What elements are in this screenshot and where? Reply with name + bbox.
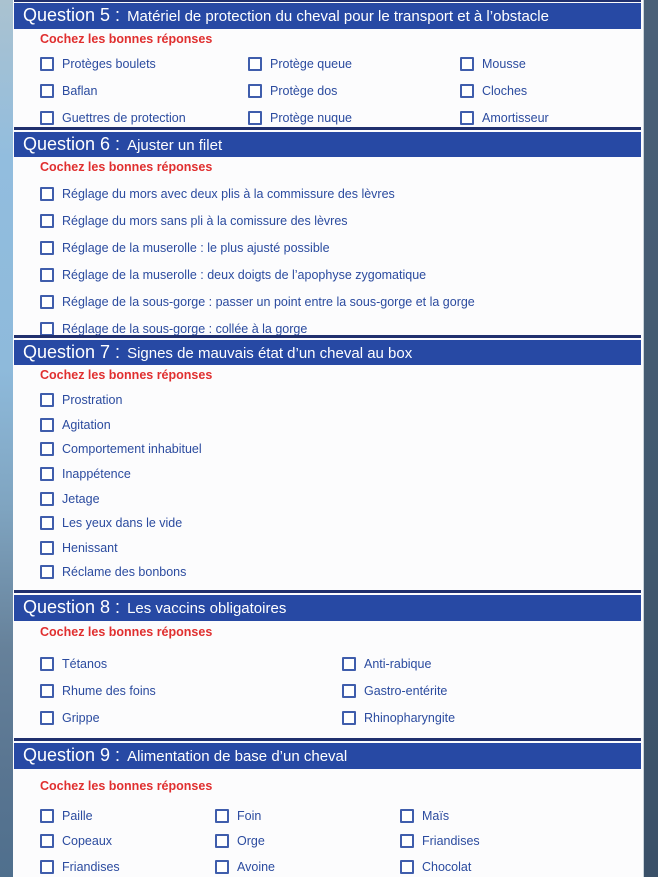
checkbox[interactable] [248, 57, 262, 71]
option-label: Les yeux dans le vide [62, 516, 183, 531]
checkbox-option[interactable] [40, 180, 638, 207]
checkbox[interactable] [40, 442, 54, 456]
option-label: Protège nuque [270, 110, 353, 125]
option-label: Protèges boulets [62, 56, 156, 71]
checkbox-option[interactable] [40, 462, 638, 487]
option-label: Baflan [62, 83, 98, 98]
option-label: Réglage de la muserolle : deux doigts de l’apophyse zygomatique [62, 267, 427, 282]
checkbox[interactable] [342, 711, 356, 725]
question-number: Question 5 : [23, 5, 121, 25]
question-header-bar [14, 743, 641, 769]
checkbox-option[interactable] [248, 50, 460, 77]
question-number: Question 7 : [23, 342, 121, 362]
checkbox[interactable] [215, 860, 229, 874]
question-header-bar [14, 340, 641, 365]
question-header-bar [14, 595, 641, 621]
checkbox[interactable] [248, 111, 262, 125]
option-label: Comportement inhabituel [62, 442, 202, 457]
option-label: Orge [237, 834, 265, 849]
option-label: Maïs [422, 808, 450, 823]
checkbox[interactable] [40, 111, 54, 125]
checkbox[interactable] [40, 57, 54, 71]
option-label: Réglage de la muserolle : le plus ajusté possible [62, 240, 330, 255]
option-label: Jetage [62, 491, 100, 506]
option-label: Réglage du mors avec deux plis à la commissure des lèvres [62, 186, 395, 201]
checkbox-option[interactable] [40, 803, 215, 829]
option-label: Tétanos [62, 656, 108, 671]
option-label: Chocolat [422, 859, 472, 874]
check-instruction: Cochez les bonnes réponses [40, 368, 213, 382]
option-label: Protège queue [270, 56, 353, 71]
option-label: Copeaux [62, 834, 113, 849]
checkbox[interactable] [40, 467, 54, 481]
checkbox-option[interactable] [400, 803, 638, 829]
check-instruction: Cochez les bonnes réponses [40, 32, 213, 46]
option-label: Friandises [422, 834, 480, 849]
option-label: Grippe [62, 710, 100, 725]
right-margin-strip [643, 0, 658, 877]
section-divider [14, 127, 641, 130]
checkbox[interactable] [248, 84, 262, 98]
left-margin-strip [0, 0, 13, 877]
checkbox-option[interactable] [248, 77, 460, 104]
checkbox[interactable] [460, 111, 474, 125]
checkbox[interactable] [460, 84, 474, 98]
checkbox[interactable] [40, 711, 54, 725]
checkbox-option[interactable] [40, 854, 215, 877]
options-grid [40, 180, 638, 342]
checkbox-option[interactable] [40, 704, 342, 731]
checkbox[interactable] [40, 295, 54, 309]
checkbox-option[interactable] [40, 261, 638, 288]
checkbox[interactable] [400, 834, 414, 848]
checkbox-option[interactable] [40, 207, 638, 234]
option-label: Henissant [62, 540, 118, 555]
question-number: Question 9 : [23, 745, 121, 765]
check-instruction: Cochez les bonnes réponses [40, 160, 213, 174]
checkbox-option[interactable] [40, 288, 638, 315]
section-divider [14, 738, 641, 741]
checkbox[interactable] [40, 84, 54, 98]
checkbox[interactable] [400, 809, 414, 823]
option-label: Rhume des foins [62, 683, 156, 698]
checkbox[interactable] [40, 187, 54, 201]
option-label: Cloches [482, 83, 528, 98]
checkbox-option[interactable] [40, 536, 638, 561]
question-header-bar [14, 132, 641, 157]
question-title: Alimentation de base d’un cheval [127, 748, 348, 765]
checkbox-option[interactable] [215, 803, 400, 829]
section-divider [14, 335, 641, 338]
checkbox[interactable] [40, 860, 54, 874]
checkbox[interactable] [40, 322, 54, 336]
option-label: Inappétence [62, 467, 131, 482]
checkbox-option[interactable] [40, 560, 638, 585]
check-instruction: Cochez les bonnes réponses [40, 625, 213, 639]
question-number: Question 6 : [23, 134, 121, 154]
checkbox-option[interactable] [215, 854, 400, 877]
checkbox[interactable] [40, 214, 54, 228]
checkbox-option[interactable] [40, 677, 342, 704]
checkbox-option[interactable] [40, 437, 638, 462]
checkbox-option[interactable] [400, 829, 638, 855]
checkbox[interactable] [40, 241, 54, 255]
checkbox-option[interactable] [215, 829, 400, 855]
checkbox[interactable] [215, 834, 229, 848]
checkbox[interactable] [40, 541, 54, 555]
option-label: Rhinopharyngite [364, 710, 456, 725]
checkbox[interactable] [215, 809, 229, 823]
question-title: Les vaccins obligatoires [127, 600, 287, 617]
checkbox[interactable] [40, 393, 54, 407]
option-label: Gastro-entérite [364, 683, 448, 698]
section-divider [14, 590, 641, 593]
checkbox-option[interactable] [40, 234, 638, 261]
option-label: Réglage de la sous-gorge : passer un point entre la sous-gorge et la gorge [62, 294, 475, 309]
checkbox-option[interactable] [460, 50, 638, 77]
checkbox-option[interactable] [342, 704, 638, 731]
options-grid [40, 650, 638, 731]
checkbox[interactable] [40, 657, 54, 671]
question-title: Ajuster un filet [127, 137, 223, 154]
section-divider [14, 0, 641, 2]
checkbox-option[interactable] [40, 829, 215, 855]
checkbox[interactable] [40, 516, 54, 530]
option-label: Amortisseur [482, 110, 549, 125]
checkbox[interactable] [460, 57, 474, 71]
option-label: Réglage de la sous-gorge : collée à la gorge [62, 321, 308, 336]
checkbox[interactable] [40, 565, 54, 579]
option-label: Avoine [237, 859, 275, 874]
checkbox[interactable] [40, 418, 54, 432]
checkbox[interactable] [342, 657, 356, 671]
option-label: Foin [237, 808, 262, 823]
option-label: Réglage du mors sans pli à la comissure des lèvres [62, 213, 348, 228]
question-number: Question 8 : [23, 597, 121, 617]
option-label: Anti-rabique [364, 656, 432, 671]
check-instruction: Cochez les bonnes réponses [40, 779, 213, 793]
option-label: Agitation [62, 417, 111, 432]
checkbox-option[interactable] [400, 854, 638, 877]
question-title: Signes de mauvais état d’un cheval au box [127, 345, 413, 362]
option-label: Prostration [62, 393, 123, 408]
option-label: Paille [62, 808, 93, 823]
checkbox[interactable] [400, 860, 414, 874]
options-grid [40, 803, 638, 877]
option-label: Mousse [482, 56, 526, 71]
checkbox[interactable] [40, 809, 54, 823]
checkbox-option[interactable] [342, 650, 638, 677]
checkbox-option[interactable] [40, 388, 638, 413]
checkbox-option[interactable] [342, 677, 638, 704]
checkbox[interactable] [40, 834, 54, 848]
checkbox[interactable] [40, 684, 54, 698]
option-label: Friandises [62, 859, 120, 874]
options-grid [40, 388, 638, 585]
option-label: Réclame des bonbons [62, 565, 187, 580]
checkbox-option[interactable] [40, 486, 638, 511]
checkbox[interactable] [40, 268, 54, 282]
checkbox-option[interactable] [40, 77, 248, 104]
checkbox-option[interactable] [460, 77, 638, 104]
checkbox-option[interactable] [40, 511, 638, 536]
option-label: Guettres de protection [62, 110, 186, 125]
checkbox-option[interactable] [40, 650, 342, 677]
question-title: Matériel de protection du cheval pour le transport et à l’obstacle [127, 8, 549, 25]
checkbox[interactable] [342, 684, 356, 698]
checkbox-option[interactable] [40, 413, 638, 438]
question-header-bar [14, 3, 641, 29]
options-grid [40, 50, 638, 131]
checkbox[interactable] [40, 492, 54, 506]
option-label: Protège dos [270, 83, 338, 98]
checkbox-option[interactable] [40, 50, 248, 77]
